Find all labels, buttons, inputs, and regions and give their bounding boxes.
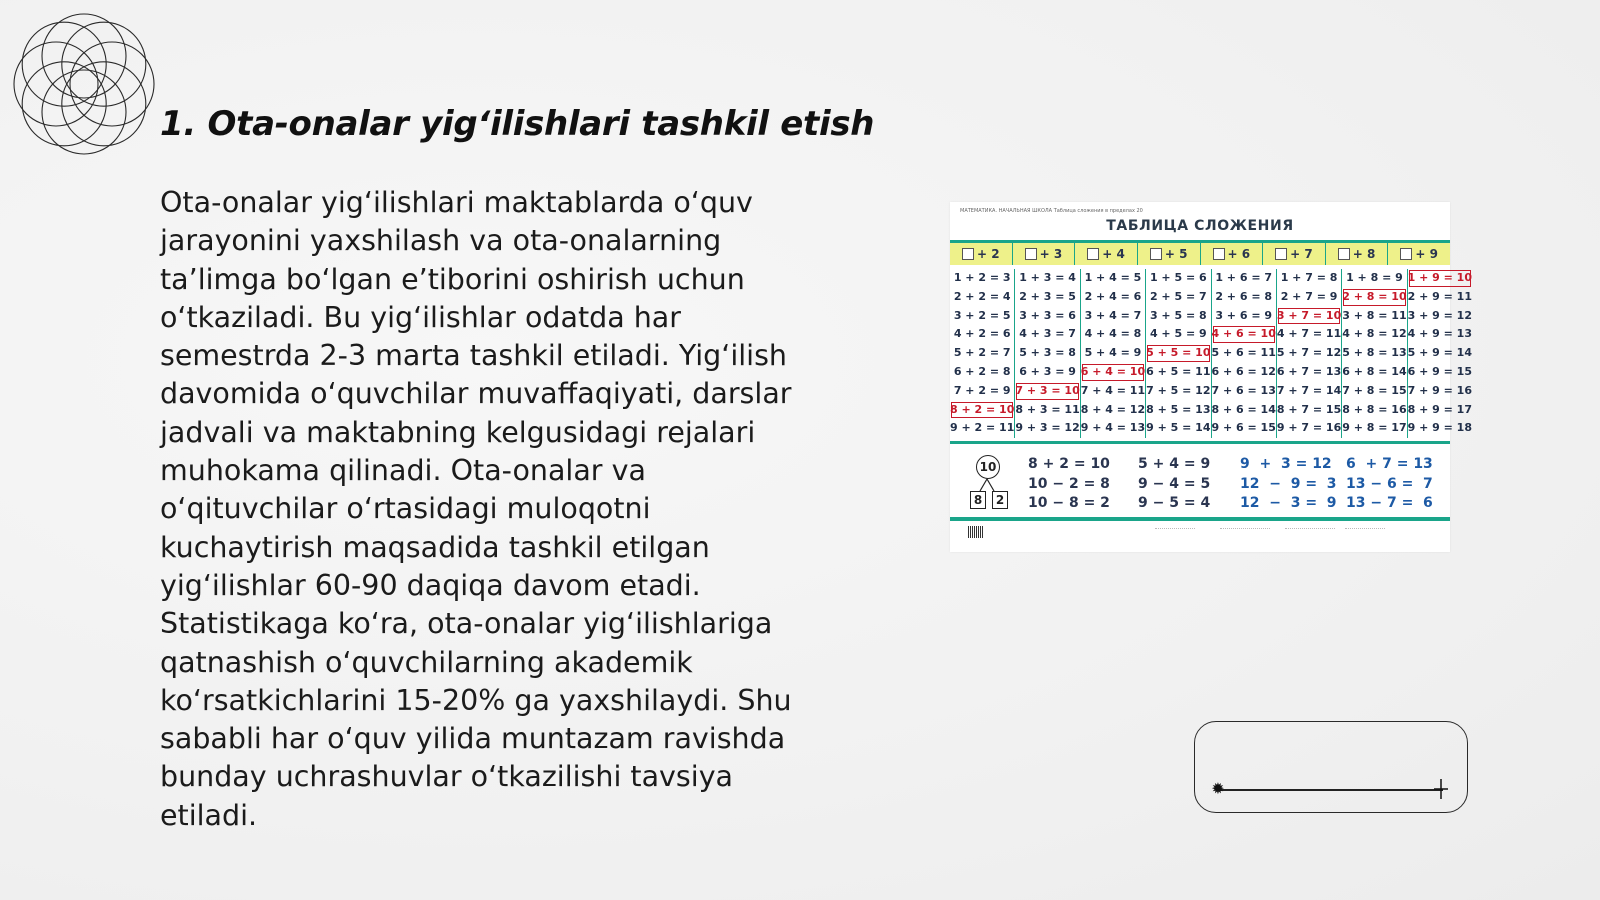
grid-cell: 1 + 2 = 3: [953, 271, 1011, 284]
example-equation: 9 + 3 = 12: [1240, 456, 1332, 472]
grid-cell: 8 + 4 = 12: [1080, 402, 1146, 416]
grid-cell: 2 + 4 = 6: [1084, 289, 1142, 303]
grid-cell: 4 + 4 = 8: [1084, 327, 1142, 341]
grid-cell: 4 + 8 = 12: [1342, 327, 1407, 341]
grid-cell: 8 + 8 = 16: [1342, 402, 1407, 416]
decomposition-total: 10: [976, 455, 1000, 479]
fine-print: [1345, 528, 1385, 537]
grid-cell: 8 + 9 = 17: [1407, 402, 1472, 416]
slide-body-text: [160, 184, 820, 835]
example-equation: 10 − 8 = 2: [1028, 495, 1110, 511]
example-equation: 13 − 6 = 7: [1346, 475, 1433, 492]
grid-cell: 5 + 5 = 10: [1146, 344, 1210, 363]
fine-print: [1285, 528, 1335, 537]
grid-cell: 8 + 3 = 11: [1015, 402, 1080, 416]
grid-cell: 8 + 5 = 13: [1146, 402, 1211, 416]
grid-cell: 4 + 9 = 13: [1407, 327, 1472, 341]
grid-cell: 7 + 7 = 14: [1276, 383, 1342, 397]
grid-cell: 9 + 8 = 17: [1342, 421, 1407, 435]
header-label: + 2: [977, 247, 1000, 261]
slider-widget[interactable]: [1194, 721, 1468, 813]
table-footer: [950, 524, 1450, 544]
grid-cell: 7 + 8 = 15: [1342, 383, 1407, 397]
table-header-small: МАТЕМАТИКА. НАЧАЛЬНАЯ ШКОЛА Таблица сложения в пределах 20: [960, 208, 1143, 214]
body-line: yig‘ilishlar 60-90 daqiqa davom etadi.: [160, 568, 701, 602]
barcode-icon: [968, 526, 984, 538]
body-line: ta’limga bo‘lgan e’tiborini oshirish uchun: [160, 262, 745, 296]
grid-cell: 3 + 2 = 5: [953, 308, 1011, 322]
grid-cell: 1 + 4 = 5: [1084, 271, 1142, 284]
grid-cell: 5 + 9 = 14: [1407, 346, 1472, 360]
addition-table-image: [950, 202, 1472, 552]
blank-box-icon: [1025, 248, 1037, 260]
body-line: o‘tkaziladi. Bu yig‘ilishlar odatda har: [160, 300, 681, 334]
body-line: ko‘rsatkichlarini 15-20% ga yaxshilaydi. Shu: [160, 683, 792, 717]
grid-header-cell: [1074, 243, 1137, 265]
grid-header-cell: [1012, 243, 1075, 265]
grid-column: [1145, 269, 1210, 438]
grid-header-cell: [1200, 243, 1263, 265]
body-line: davomida o‘quvchilar muvaffaqiyati, darslar: [160, 377, 792, 411]
grid-cell: 6 + 5 = 11: [1146, 364, 1211, 378]
body-line: semestrda 2-3 marta tashkil etiladi. Yig‘ilish: [160, 339, 787, 373]
body-line: qatnashish o‘quvchilarning akademik: [160, 645, 693, 679]
cross-icon[interactable]: [1433, 778, 1449, 800]
blank-box-icon: [1338, 248, 1350, 260]
grid-cell: 3 + 4 = 7: [1084, 308, 1142, 322]
grid-header-cell: [950, 243, 1012, 265]
header-label: + 3: [1039, 247, 1063, 261]
grid-cell: 6 + 2 = 8: [953, 364, 1011, 378]
blank-box-icon: [1087, 248, 1099, 260]
body-line: jarayonini yaxshilash va ota-onalarning: [160, 224, 722, 258]
grid-cell: 7 + 6 = 13: [1211, 383, 1276, 397]
fine-print: [1220, 528, 1270, 537]
grid-cell: 1 + 3 = 4: [1019, 271, 1076, 284]
grid-header-cell: [1387, 243, 1450, 265]
body-line: kuchaytirish maqsadida tashkil etilgan: [160, 530, 710, 564]
grid-column: [1080, 269, 1145, 438]
grid-cell: 5 + 3 = 8: [1019, 346, 1076, 360]
grid-cell: 7 + 4 = 11: [1080, 383, 1146, 397]
example-equation: 8 + 2 = 10: [1028, 456, 1110, 472]
fine-print: [1155, 528, 1195, 537]
grid-column: [1014, 269, 1079, 438]
decomposition-part-2: 2: [992, 491, 1008, 509]
header-label: + 8: [1352, 247, 1376, 261]
grid-cell: 4 + 6 = 10: [1212, 325, 1276, 344]
blank-box-icon: [1400, 248, 1412, 260]
grid-cell: 4 + 2 = 6: [953, 327, 1011, 341]
grid-cell: 9 + 2 = 11: [950, 421, 1015, 435]
grid-cell: 4 + 3 = 7: [1019, 327, 1076, 341]
grid-cell: 5 + 8 = 13: [1342, 346, 1407, 360]
example-equation: 12 − 9 = 3: [1240, 475, 1337, 492]
grid-column: [1211, 269, 1276, 438]
table-title: ТАБЛИЦА СЛОЖЕНИЯ: [1106, 218, 1294, 234]
grid-cell: 2 + 7 = 9: [1280, 289, 1338, 303]
grid-cell: 8 + 2 = 10: [950, 401, 1014, 420]
grid-header-cell: [1262, 243, 1325, 265]
grid-cell: 1 + 8 = 9: [1346, 271, 1403, 284]
grid-cell: 9 + 4 = 13: [1080, 421, 1146, 435]
grid-cell: 7 + 5 = 12: [1146, 383, 1211, 397]
slide-title: 1. Ota-onalar yig‘ilishlari tashkil etish: [160, 104, 875, 144]
example-equation: 9 − 5 = 4: [1138, 495, 1211, 511]
grid-cell: 7 + 3 = 10: [1015, 382, 1079, 401]
header-label: + 9: [1415, 247, 1438, 261]
body-line: etiladi.: [160, 798, 258, 832]
example-group: [1346, 455, 1433, 514]
grid-cell: 5 + 2 = 7: [953, 346, 1011, 360]
grid-cell: 3 + 5 = 8: [1149, 308, 1207, 322]
grid-cell: 2 + 3 = 5: [1019, 289, 1076, 303]
examples-section: [950, 447, 1450, 521]
grid-cell: 4 + 7 = 11: [1276, 327, 1342, 341]
example-group: [1240, 455, 1337, 514]
blank-box-icon: [962, 248, 974, 260]
grid-column: [950, 269, 1014, 438]
circular-line-ornament-icon: [10, 10, 158, 158]
grid-cell: 7 + 2 = 9: [953, 383, 1011, 397]
grid-cell: 6 + 9 = 15: [1407, 364, 1472, 378]
example-group: [1138, 455, 1210, 514]
grid-cell: 1 + 6 = 7: [1215, 271, 1273, 284]
grid-cell: 1 + 5 = 6: [1149, 271, 1207, 284]
grid-cell: 2 + 6 = 8: [1215, 289, 1273, 303]
grid-cell: 9 + 6 = 15: [1211, 421, 1276, 435]
grid-cell: 8 + 6 = 14: [1211, 402, 1276, 416]
grid-cell: 9 + 5 = 14: [1146, 421, 1211, 435]
decomposition-lines: [968, 455, 1008, 495]
header-label: + 7: [1290, 247, 1313, 261]
addition-grid: [950, 240, 1472, 444]
grid-cell: 9 + 9 = 18: [1407, 421, 1472, 435]
blank-box-icon: [1150, 248, 1162, 260]
grid-cell: 4 + 5 = 9: [1149, 327, 1207, 341]
body-line: jadvali va maktabning kelgusidagi rejalari: [160, 415, 756, 449]
example-group: [1028, 455, 1110, 514]
grid-cell: 3 + 8 = 11: [1342, 308, 1407, 322]
number-decomposition: [968, 455, 1008, 515]
body-line: muhokama qilinadi. Ota-onalar va: [160, 454, 646, 488]
body-line: Statistikaga ko‘ra, ota-onalar yig‘ilishlariga: [160, 607, 773, 641]
body-line: bunday uchrashuvlar o‘tkazilishi tavsiya: [160, 760, 734, 794]
grid-header-cell: [1137, 243, 1200, 265]
grid-cell: 6 + 7 = 13: [1276, 364, 1342, 378]
grid-cell: 6 + 6 = 12: [1211, 364, 1276, 378]
grid-cell: 1 + 7 = 8: [1280, 271, 1338, 284]
sun-icon[interactable]: ✹: [1211, 779, 1225, 798]
grid-cell: 2 + 5 = 7: [1149, 289, 1207, 303]
grid-cell: 3 + 7 = 10: [1277, 307, 1341, 326]
body-line: o‘qituvchilar o‘rtasidagi muloqotni: [160, 492, 651, 526]
header-label: + 6: [1227, 247, 1251, 261]
example-equation: 12 − 3 = 9: [1240, 495, 1337, 511]
grid-cell: 5 + 4 = 9: [1084, 346, 1142, 360]
grid-cell: 2 + 2 = 4: [953, 289, 1011, 303]
grid-column: [1341, 269, 1406, 438]
body-line: sababli har o‘quv yilida muntazam ravishda: [160, 722, 786, 756]
grid-cell: 3 + 6 = 9: [1215, 308, 1273, 322]
slider-track[interactable]: [1219, 789, 1443, 791]
decomposition-part-1: 8: [970, 491, 986, 509]
example-equation: 6 + 7 = 13: [1346, 456, 1433, 472]
example-equation: 10 − 2 = 8: [1028, 475, 1110, 492]
grid-cell: 8 + 7 = 15: [1276, 402, 1342, 416]
body-line: Ota-onalar yig‘ilishlari maktablarda o‘quv: [160, 186, 753, 219]
grid-header-cell: [1325, 243, 1388, 265]
header-label: + 4: [1102, 247, 1125, 261]
grid-cell: 6 + 8 = 14: [1342, 364, 1407, 378]
grid-cell: 5 + 7 = 12: [1276, 346, 1342, 360]
example-equation: 5 + 4 = 9: [1138, 456, 1211, 472]
grid-cell: 1 + 9 = 10: [1408, 269, 1472, 288]
example-equation: 13 − 7 = 6: [1346, 495, 1433, 511]
grid-columns: [950, 265, 1472, 441]
blank-box-icon: [1275, 248, 1287, 260]
grid-cell: 6 + 4 = 10: [1081, 363, 1145, 382]
grid-cell: 9 + 7 = 16: [1276, 421, 1342, 435]
grid-column: [1276, 269, 1341, 438]
grid-column: [1407, 269, 1472, 438]
grid-header-row: [950, 243, 1450, 265]
blank-box-icon: [1213, 248, 1225, 260]
grid-cell: 9 + 3 = 12: [1015, 421, 1080, 435]
grid-cell: 6 + 3 = 9: [1019, 364, 1076, 378]
grid-cell: 7 + 9 = 16: [1407, 383, 1472, 397]
grid-cell: 2 + 9 = 11: [1407, 289, 1472, 303]
example-equation: 9 − 4 = 5: [1138, 475, 1211, 492]
grid-cell: 5 + 6 = 11: [1211, 346, 1276, 360]
grid-cell: 3 + 9 = 12: [1407, 308, 1472, 322]
header-label: + 5: [1164, 247, 1188, 261]
grid-cell: 2 + 8 = 10: [1342, 288, 1406, 307]
grid-cell: 3 + 3 = 6: [1019, 308, 1076, 322]
